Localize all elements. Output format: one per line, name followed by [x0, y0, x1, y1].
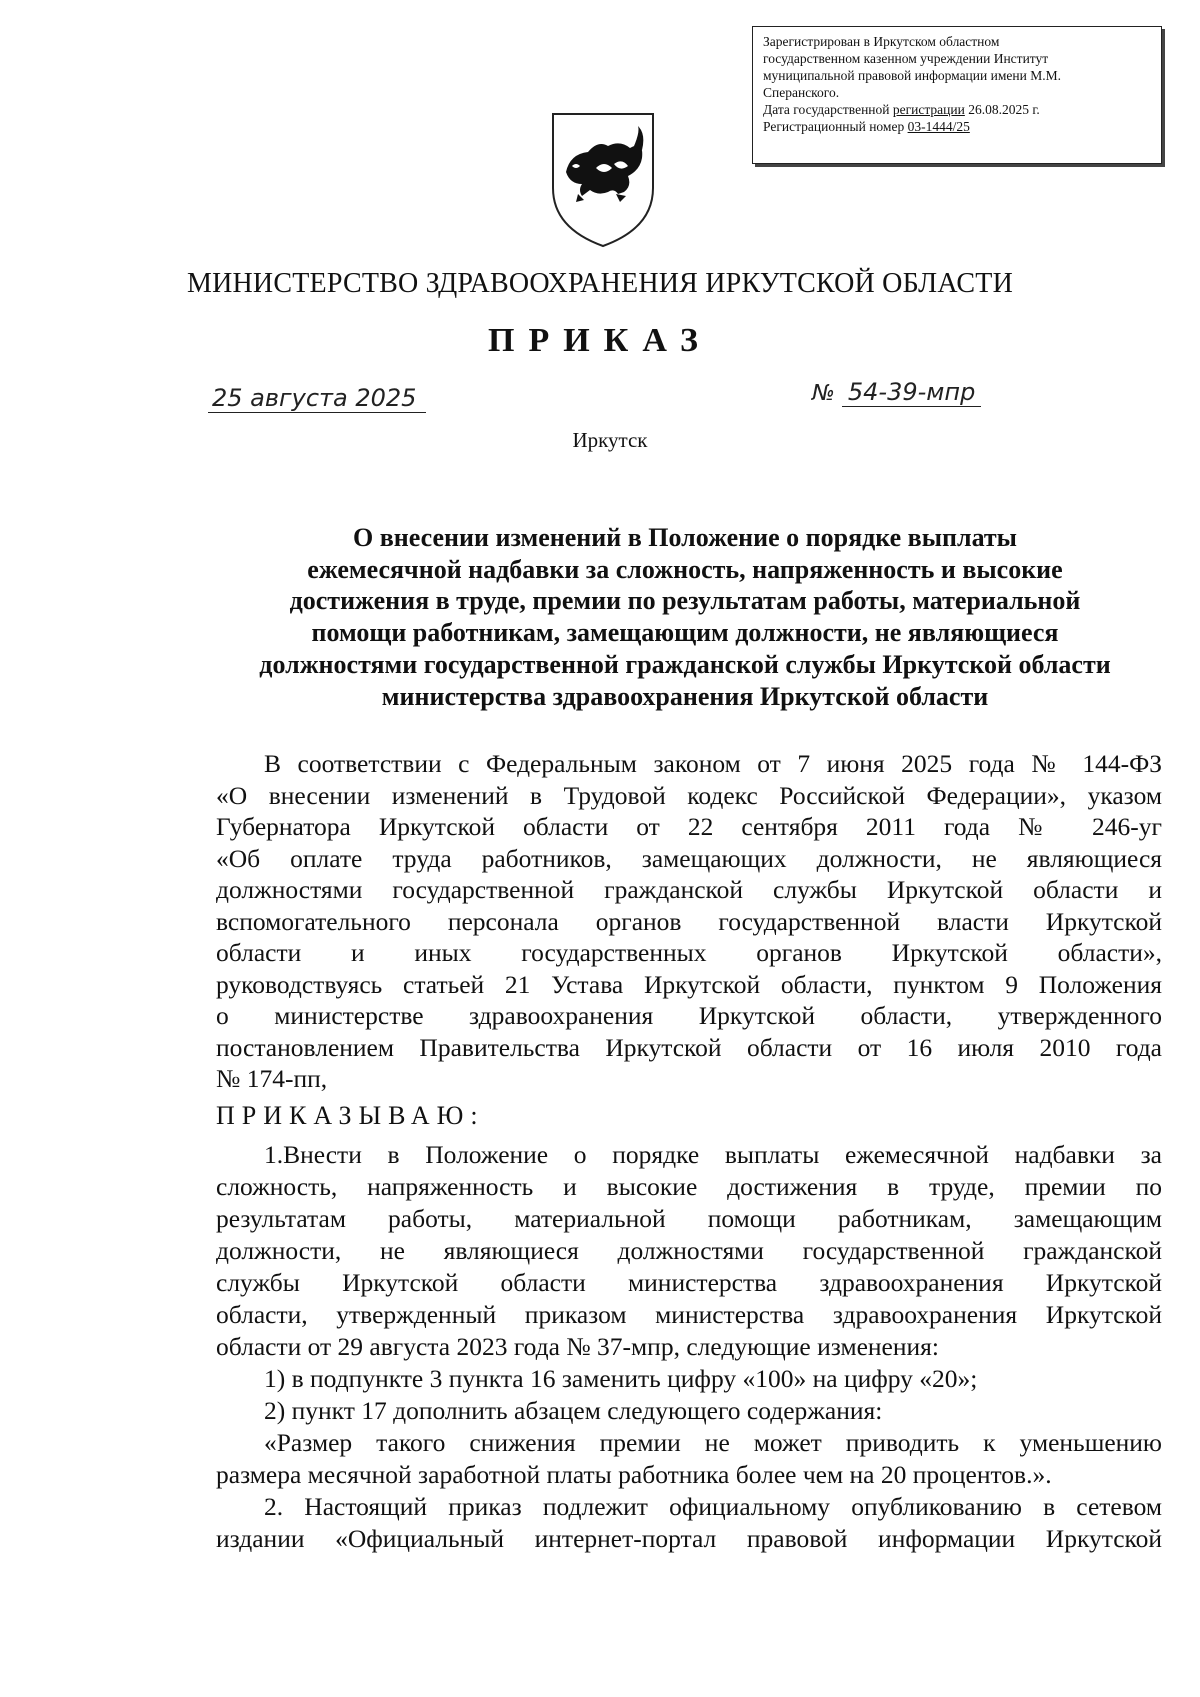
clause-line: 2. Настоящий приказ подлежит официальному опубликованию в сетевом — [264, 1492, 1162, 1521]
stamp-line: муниципальной правовой информации имени М.М. — [763, 68, 1061, 83]
title-line: помощи работникам, замещающим должности, не являющиеся — [311, 618, 1059, 648]
number-value: 54-39-мпр — [842, 378, 981, 407]
preamble-line: В соответствии с Федеральным законом от 7 июня 2025 года № 144-ФЗ — [264, 749, 1162, 778]
stamp-date-label-underlined: регистрации — [892, 102, 965, 117]
title-line: О внесении изменений в Положение о порядке выплаты — [353, 523, 1017, 552]
document-type: ПРИКАЗ — [488, 322, 712, 359]
preamble-line: «Об оплате труда работников, замещающих должности, не являющиеся — [216, 843, 1162, 873]
preamble-line: руководствуясь статьей 21 Устава Иркутской области, пунктом 9 Положения — [216, 969, 1162, 999]
ministry-name: МИНИСТЕРСТВО ЗДРАВООХРАНЕНИЯ ИРКУТСКОЙ ОБЛАСТИ — [186, 268, 1013, 299]
stamp-line: Зарегистрирован в Иркутском областном — [763, 34, 1000, 49]
clause-line: должности, не являющиеся должностями государственной гражданской — [216, 1236, 1162, 1265]
preamble-line: о министерстве здравоохранения Иркутской области, утвержденного — [216, 1001, 1162, 1030]
preamble-line: постановлением Правительства Иркутской области от 16 июля 2010 года — [216, 1032, 1162, 1062]
title-line: должностями государственной гражданской службы Иркутской области — [259, 649, 1111, 679]
clause-line: издании «Официальный интернет-портал правовой информации Иркутской — [216, 1524, 1162, 1553]
order-word: ПРИКАЗЫВАЮ: — [216, 1101, 485, 1130]
stamp-registration-date — [763, 101, 1151, 118]
quote-line: «Размер такого снижения премии не может приводить к уменьшению — [264, 1428, 1162, 1457]
stamp-date-label: Дата государственной — [763, 102, 890, 117]
stamp-line: Сперанского. — [763, 85, 840, 100]
clause-line: области, утвержденный приказом министерства здравоохранения Иркутской — [216, 1300, 1162, 1329]
clause-line: 1.Внести в Положение о порядке выплаты ежемесячной надбавки за — [264, 1140, 1162, 1169]
clause-line: результатам работы, материальной помощи работникам, замещающим — [216, 1204, 1162, 1233]
coat-of-arms-icon — [548, 110, 658, 250]
quote-line: размера месячной заработной платы работника более чем на 20 процентов.». — [216, 1460, 1052, 1489]
preamble-line: области и иных государственных органов Иркутской области», — [216, 938, 1162, 967]
document-number — [812, 378, 981, 406]
preamble-line: должностями государственной гражданской службы Иркутской области и — [216, 875, 1162, 904]
stamp-date-value: 26.08.2025 г. — [968, 102, 1040, 117]
preamble-line: № 174-пп, — [216, 1064, 328, 1093]
order-clauses — [216, 1139, 1162, 1555]
title-line: ежемесячной надбавки за сложность, напряженность и высокие — [307, 554, 1063, 584]
clause-line: сложность, напряженность и высокие достижения в труде, премии по — [216, 1172, 1162, 1201]
clause-line: службы Иркутской области министерства здравоохранения Иркутской — [216, 1268, 1162, 1297]
city: Иркутск — [572, 428, 648, 452]
clause-line: области от 29 августа 2023 года № 37-мпр, следующие изменения: — [216, 1332, 939, 1361]
document-title — [205, 522, 1165, 712]
registration-stamp — [752, 26, 1162, 164]
number-prefix: № — [812, 381, 835, 406]
preamble-line: «О внесении изменений в Трудовой кодекс Российской Федерации», указом — [216, 780, 1162, 810]
subclause-line: 1) в подпункте 3 пункта 16 заменить цифру «100» на цифру «20»; — [264, 1364, 978, 1393]
preamble-line: вспомогательного персонала органов государственной власти Иркутской — [216, 906, 1162, 936]
stamp-number-label: Регистрационный номер — [763, 119, 905, 134]
preamble-paragraph — [216, 748, 1162, 1095]
preamble-line: Губернатора Иркутской области от 22 сентября 2011 года № 246-уг — [216, 812, 1162, 841]
stamp-registration-number — [763, 118, 1151, 135]
stamp-line: государственном казенном учреждении Институт — [763, 51, 1049, 66]
stamp-number-value: 03-1444/25 — [907, 119, 970, 134]
title-line: министерства здравоохранения Иркутской области — [381, 681, 989, 711]
title-line: достижения в труде, премии по результатам работы, материальной — [289, 586, 1081, 616]
subclause-line: 2) пункт 17 дополнить абзацем следующего содержания: — [264, 1396, 883, 1425]
document-date: 25 августа 2025 — [208, 384, 426, 413]
